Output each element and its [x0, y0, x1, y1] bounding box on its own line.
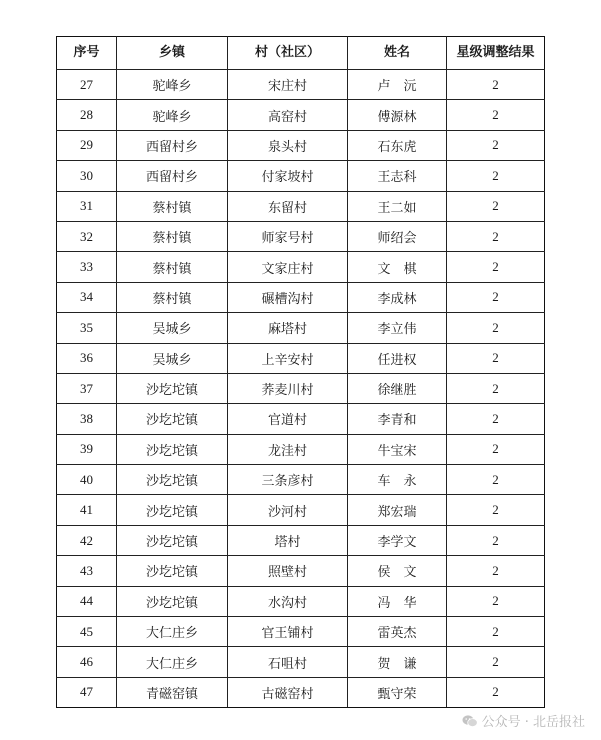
table-row: [57, 161, 545, 191]
row-township: 沙圪坨镇: [117, 525, 228, 555]
table-row: [57, 617, 545, 647]
header-serial-number: 序号: [57, 37, 117, 70]
row-village: 麻塔村: [228, 313, 348, 343]
row-township: 吴城乡: [117, 343, 228, 373]
row-name: 师绍会: [348, 221, 447, 251]
table-row: [57, 313, 545, 343]
row-village: 师家号村: [228, 221, 348, 251]
row-star-rating-result: 2: [447, 191, 545, 221]
row-serial-number: 46: [57, 647, 117, 677]
table-row: [57, 282, 545, 312]
table-row: [57, 100, 545, 130]
table-row: [57, 495, 545, 525]
row-serial-number: 27: [57, 70, 117, 100]
row-star-rating-result: 2: [447, 130, 545, 160]
row-name: 甄守荣: [348, 677, 447, 707]
table-row: [57, 434, 545, 464]
row-star-rating-result: 2: [447, 677, 545, 707]
row-name: 郑宏瑞: [348, 495, 447, 525]
table-row: [57, 404, 545, 434]
row-serial-number: 36: [57, 343, 117, 373]
row-serial-number: 32: [57, 221, 117, 251]
row-village: 宋庄村: [228, 70, 348, 100]
table-row: [57, 586, 545, 616]
row-star-rating-result: 2: [447, 647, 545, 677]
row-star-rating-result: 2: [447, 343, 545, 373]
row-serial-number: 47: [57, 677, 117, 707]
row-township: 沙圪坨镇: [117, 586, 228, 616]
row-star-rating-result: 2: [447, 465, 545, 495]
row-village: 水沟村: [228, 586, 348, 616]
row-serial-number: 33: [57, 252, 117, 282]
row-village: 石咀村: [228, 647, 348, 677]
row-name: 李立伟: [348, 313, 447, 343]
row-serial-number: 37: [57, 373, 117, 403]
row-village: 古磁窑村: [228, 677, 348, 707]
row-name: 雷英杰: [348, 617, 447, 647]
row-star-rating-result: 2: [447, 556, 545, 586]
row-township: 青磁窑镇: [117, 677, 228, 707]
row-township: 驼峰乡: [117, 100, 228, 130]
row-name: 李青和: [348, 404, 447, 434]
row-star-rating-result: 2: [447, 313, 545, 343]
row-village: 高窑村: [228, 100, 348, 130]
row-township: 大仁庄乡: [117, 647, 228, 677]
row-star-rating-result: 2: [447, 282, 545, 312]
table-row: [57, 252, 545, 282]
row-township: 沙圪坨镇: [117, 465, 228, 495]
row-name: 牛宝宋: [348, 434, 447, 464]
row-serial-number: 28: [57, 100, 117, 130]
row-serial-number: 31: [57, 191, 117, 221]
row-village: 照壁村: [228, 556, 348, 586]
row-name: 徐继胜: [348, 373, 447, 403]
row-village: 三条彦村: [228, 465, 348, 495]
row-village: 塔村: [228, 525, 348, 555]
table-row: [57, 343, 545, 373]
row-serial-number: 42: [57, 525, 117, 555]
row-star-rating-result: 2: [447, 617, 545, 647]
row-village: 龙洼村: [228, 434, 348, 464]
row-township: 蔡村镇: [117, 191, 228, 221]
row-name: 李成林: [348, 282, 447, 312]
table-body: [57, 70, 545, 708]
row-serial-number: 43: [57, 556, 117, 586]
row-name: 车 永: [348, 465, 447, 495]
row-serial-number: 35: [57, 313, 117, 343]
row-village: 官王铺村: [228, 617, 348, 647]
row-township: 沙圪坨镇: [117, 373, 228, 403]
row-township: 西留村乡: [117, 161, 228, 191]
row-township: 西留村乡: [117, 130, 228, 160]
row-township: 沙圪坨镇: [117, 404, 228, 434]
row-serial-number: 29: [57, 130, 117, 160]
row-name: 贺 谦: [348, 647, 447, 677]
row-name: 任进权: [348, 343, 447, 373]
row-village: 碾槽沟村: [228, 282, 348, 312]
row-township: 蔡村镇: [117, 282, 228, 312]
row-village: 文家庄村: [228, 252, 348, 282]
watermark: [462, 711, 585, 730]
row-star-rating-result: 2: [447, 586, 545, 616]
table-row: [57, 556, 545, 586]
row-star-rating-result: 2: [447, 161, 545, 191]
row-name: 王二如: [348, 191, 447, 221]
table-row: [57, 373, 545, 403]
row-village: 付家坡村: [228, 161, 348, 191]
row-village: 泉头村: [228, 130, 348, 160]
row-star-rating-result: 2: [447, 495, 545, 525]
row-name: 卢 沅: [348, 70, 447, 100]
row-star-rating-result: 2: [447, 70, 545, 100]
row-village: 东留村: [228, 191, 348, 221]
row-serial-number: 34: [57, 282, 117, 312]
row-village: 沙河村: [228, 495, 348, 525]
row-township: 大仁庄乡: [117, 617, 228, 647]
assessment-table: [56, 36, 545, 708]
row-serial-number: 39: [57, 434, 117, 464]
row-name: 文 棋: [348, 252, 447, 282]
row-star-rating-result: 2: [447, 252, 545, 282]
row-serial-number: 44: [57, 586, 117, 616]
row-township: 蔡村镇: [117, 221, 228, 251]
header-row: [57, 37, 545, 70]
wechat-icon: [462, 714, 478, 728]
row-serial-number: 45: [57, 617, 117, 647]
row-serial-number: 38: [57, 404, 117, 434]
row-township: 沙圪坨镇: [117, 495, 228, 525]
row-name: 冯 华: [348, 586, 447, 616]
row-serial-number: 30: [57, 161, 117, 191]
header-village: 村（社区）: [228, 37, 348, 70]
table-row: [57, 525, 545, 555]
row-village: 官道村: [228, 404, 348, 434]
row-name: 石东虎: [348, 130, 447, 160]
row-name: 侯 文: [348, 556, 447, 586]
row-village: 荞麦川村: [228, 373, 348, 403]
row-serial-number: 41: [57, 495, 117, 525]
row-township: 吴城乡: [117, 313, 228, 343]
row-star-rating-result: 2: [447, 404, 545, 434]
table-row: [57, 647, 545, 677]
row-star-rating-result: 2: [447, 100, 545, 130]
header-township: 乡镇: [117, 37, 228, 70]
row-township: 驼峰乡: [117, 70, 228, 100]
table-header: [57, 37, 545, 70]
header-star-rating-result: 星级调整结果: [447, 37, 545, 70]
row-serial-number: 40: [57, 465, 117, 495]
table-row: [57, 465, 545, 495]
table-row: [57, 130, 545, 160]
table-row: [57, 677, 545, 707]
row-name: 傅源林: [348, 100, 447, 130]
row-star-rating-result: 2: [447, 525, 545, 555]
row-name: 李学文: [348, 525, 447, 555]
watermark-text: 公众号 · 北岳报社: [481, 715, 585, 730]
row-star-rating-result: 2: [447, 373, 545, 403]
table-row: [57, 221, 545, 251]
row-township: 沙圪坨镇: [117, 434, 228, 464]
header-name: 姓名: [348, 37, 447, 70]
row-village: 上辛安村: [228, 343, 348, 373]
row-township: 沙圪坨镇: [117, 556, 228, 586]
row-star-rating-result: 2: [447, 221, 545, 251]
row-name: 王志科: [348, 161, 447, 191]
row-township: 蔡村镇: [117, 252, 228, 282]
table-row: [57, 191, 545, 221]
table-row: [57, 70, 545, 100]
row-star-rating-result: 2: [447, 434, 545, 464]
